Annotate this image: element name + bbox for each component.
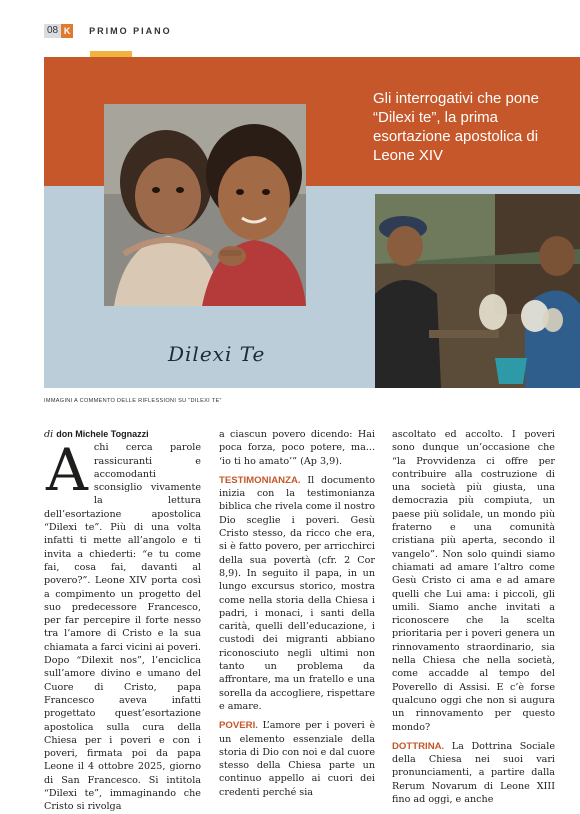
magazine-logo-icon: K <box>61 24 73 38</box>
page-number: 08 <box>44 24 61 38</box>
article-column-2 <box>219 428 375 799</box>
keyword-testimonianza: TESTIMONIANZA. <box>219 474 301 486</box>
byline-prefix: di <box>44 429 54 440</box>
keyword-poveri: POVERI. <box>219 720 258 732</box>
paragraph-dottrina <box>392 740 555 806</box>
children-photo <box>104 104 306 306</box>
col2-intro: a ciascun povero dicendo: Hai poca forza, poco potere, ma... ‘io ti ho amato’” (Ap 3,9). <box>219 429 375 467</box>
poveri-text: L’amore per i poveri è un elemento essenziale della storia di Dio con noi e dal cuore stesso della Chiesa parte un continuo appello ai cuori dei credenti perché sia <box>219 720 375 798</box>
outdoor-photo <box>375 194 580 388</box>
drop-cap: A <box>46 436 88 505</box>
paragraph-poveri <box>219 719 375 799</box>
article-column-1 <box>44 428 201 814</box>
author-name: don Michele Tognazzi <box>56 429 149 439</box>
hero-banner <box>44 57 580 388</box>
col3-intro: ascoltato ed accolto. I poveri sono dunque un’occasione che “la Provvidenza ci offre per contribuire alla costruzione di una società più giusta, una democrazia più compiuta, un paese più solidale, un mondo più fraterno e una comunità cristiana più aperta, secondo il vangelo”. Non solo quindi siamo chiamati ad amare l’altro come Gesù Cristo ci ama e ad amare quelli che Lui ama: i piccoli, gli umili. Siamo anche invitati a riconoscere che la scelta prioritaria per i poveri genera un rinnovamento straordinario, sia nella Chiesa che nella società, come accadde al tempo del Poverello di Assisi. E c’è forse qualcuno oggi che non si augura un rinnovamento per questo mondo? <box>392 429 555 733</box>
article-column-3 <box>392 428 555 806</box>
section-title: PRIMO PIANO <box>89 26 172 36</box>
keyword-dottrina: DOTTRINA. <box>392 740 445 752</box>
image-caption: IMMAGINI A COMMENTO DELLE RIFLESSIONI SU “DILEXI TE” <box>44 398 222 404</box>
byline <box>44 428 201 441</box>
hero-headline: Gli interrogativi che pone “Dilexi te”, la prima esortazione apostolica di Leone XIV <box>373 90 539 164</box>
signature-text: Dilexi Te <box>168 342 266 366</box>
col1-text: chi cerca parole rassicuranti e accomodanti sconsiglio vivamente la lettura dell’esortazione apostolica “Dilexi te”. Più di una volta infatti ti mette all’angolo e ti invita a chiederti: “e tu come fai, cosa fai, davanti al povero?”. Leone XIV porta così a compimento un progetto del suo predecessore Francesco, per far percepire il forte nesso tra l’amore di Cristo e la sua chiamata a farci vicini ai poveri. Dopo “Dilexit nos”, l’enciclica sull’amore divino e umano del Cuore di Cristo, papa Francesco aveva infatti progettato quest’esortazione apostolica sulla cura della Chiesa per i poveri e con i poveri, firmata poi da papa Leone il 4 ottobre 2025, giorno di San Francesco. Si intitola “Dilexi te”, immaginando che Cristo si rivolga <box>44 442 201 813</box>
page-header <box>44 24 172 38</box>
testimonianza-text: Il documento inizia con la testimonianza biblica che rivela come il nostro Dio sceglie i poveri. Gesù Cristo stesso, da ricco che era, si è fatto povero, per arricchirci della sua povertà (cfr. 2 Cor 8,9). In seguito il papa, in un lungo excursus storico, mostra come nella storia della Chiesa i padri, i monaci, i santi della carità, quelli dell’educazione, i custodi dei migranti abbiano riconosciuto negli ultimi non tanto un problema da affrontare, ma un fratello e una sorella da accogliere, rispettare e amare. <box>219 474 375 712</box>
paragraph-testimonianza <box>219 474 375 713</box>
dottrina-text: La Dottrina Sociale della Chiesa nei suoi vari pronunciamenti, a partire dalla Rerum Novarum di Leone XIII fino ad oggi, e anche <box>392 740 555 806</box>
article-paragraph <box>44 436 201 813</box>
